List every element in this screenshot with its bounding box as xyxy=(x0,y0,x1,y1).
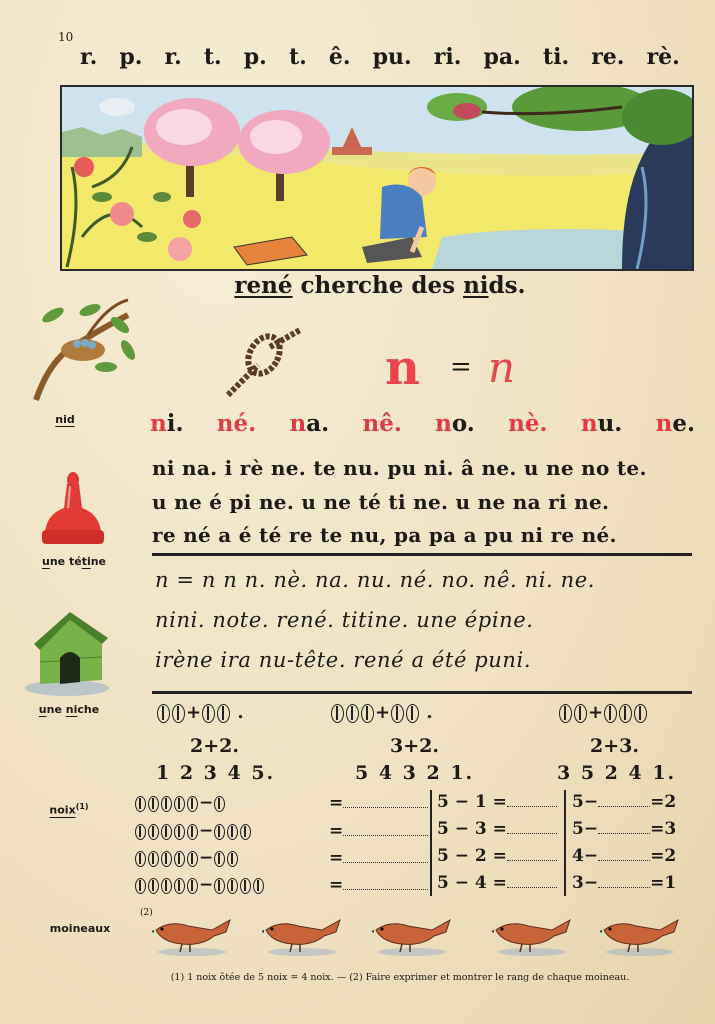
walnut-icon xyxy=(346,704,359,723)
syllable: p. xyxy=(119,44,143,70)
syllable-vowel: u. xyxy=(597,410,623,437)
syllable-consonant: n xyxy=(655,410,673,437)
syllable-row xyxy=(150,410,695,437)
nest-icon xyxy=(28,295,140,409)
addition-expression: 3+2. xyxy=(390,735,439,757)
nut-subtraction-row xyxy=(134,848,344,868)
walnut-icon xyxy=(331,704,344,723)
walnut-icon xyxy=(406,704,419,723)
minus-sign: − xyxy=(199,821,214,841)
answer-blank[interactable] xyxy=(329,821,428,841)
label-nid xyxy=(10,413,120,426)
exercise-text: 5− xyxy=(572,792,599,812)
walnut-icon xyxy=(604,704,617,723)
script-letter-n: n xyxy=(488,343,516,392)
subtraction-exercise xyxy=(437,792,557,812)
label-text: ne xyxy=(49,555,66,568)
syllable xyxy=(435,410,475,437)
missing-number-exercise xyxy=(572,846,676,866)
caption-part: re xyxy=(234,272,262,299)
walnut-icon xyxy=(227,824,238,840)
exercise-text: 4− xyxy=(572,846,599,866)
nut-group-addition: + . xyxy=(156,702,244,723)
walnut-icon xyxy=(240,824,251,840)
walnut-icon xyxy=(161,796,172,812)
exercise-text: 5 − 3 = xyxy=(437,819,507,839)
walnut-icon xyxy=(161,824,172,840)
walnut-icon xyxy=(187,851,198,867)
reading-line: ni na. i rè ne. te nu. pu ni. â ne. u ne no te. xyxy=(152,456,647,480)
syllable-consonant: n xyxy=(216,410,234,437)
syllable-consonant: n xyxy=(580,410,598,437)
exercise-text: 5 − 1 = xyxy=(437,792,507,812)
missing-number-exercise xyxy=(572,792,676,812)
syllable: ê. xyxy=(328,44,351,70)
caption-part: ds. xyxy=(488,272,526,299)
minus-sign: − xyxy=(199,793,214,813)
dotted-blank[interactable] xyxy=(507,887,557,888)
caption-part: né xyxy=(261,272,293,299)
cursive-line: n = n n n. nè. na. nu. né. no. nê. ni. ne. xyxy=(155,568,596,592)
walnut-icon xyxy=(619,704,632,723)
exercise-result: =1 xyxy=(650,873,677,893)
subtraction-exercise xyxy=(437,819,557,839)
dotted-blank[interactable] xyxy=(343,862,428,863)
nut-group-addition: + xyxy=(558,702,648,723)
walnut-icon xyxy=(227,878,238,894)
exercise-result: =2 xyxy=(650,792,677,812)
syllable: pa. xyxy=(483,44,521,70)
walnut-icon xyxy=(214,796,225,812)
syllable-consonant: n xyxy=(362,410,380,437)
answer-blank[interactable] xyxy=(329,875,428,895)
walnut-icon xyxy=(214,824,225,840)
label-une-tetine xyxy=(19,555,129,568)
doghouse-icon xyxy=(22,606,118,702)
walnut-icon xyxy=(161,851,172,867)
answer-blank[interactable] xyxy=(329,793,428,813)
separator-dot: . xyxy=(237,702,244,723)
label-text: nid xyxy=(55,413,75,426)
walnut-icon xyxy=(161,878,172,894)
footnote-ref: (1) xyxy=(75,802,89,811)
addition-expression: 2+2. xyxy=(190,735,239,757)
footnote: (1) 1 noix ôtée de 5 noix = 4 noix. — (2) Faire exprimer et montrer le rang de chaque moineau. xyxy=(170,972,630,983)
reading-line: u ne é pi ne. u ne té ti ne. u ne na ri ne. xyxy=(152,490,610,514)
addition-expression: 2+3. xyxy=(590,735,639,757)
label-text: té xyxy=(65,555,82,568)
syllable xyxy=(508,410,547,437)
subtraction-exercise xyxy=(437,846,557,866)
walnut-icon xyxy=(174,851,185,867)
walnut-icon xyxy=(214,851,225,867)
walnut-icon xyxy=(135,878,146,894)
syllable-vowel: é. xyxy=(233,410,257,437)
label-text: ti xyxy=(81,555,91,568)
dotted-blank[interactable] xyxy=(343,835,428,836)
dotted-blank[interactable] xyxy=(507,833,557,834)
syllable-vowel: ê. xyxy=(379,410,402,437)
label-moineaux xyxy=(25,922,135,935)
walnut-icon xyxy=(135,796,146,812)
syllable: p. xyxy=(243,44,267,70)
answer-blank[interactable] xyxy=(329,848,428,868)
syllable-consonant: n xyxy=(435,410,452,437)
syllable: rè. xyxy=(646,44,680,70)
walnut-icon xyxy=(634,704,647,723)
walnut-icon xyxy=(361,704,374,723)
sparrow-icon xyxy=(152,914,234,962)
syllable: re. xyxy=(591,44,625,70)
print-letter-n: n xyxy=(385,340,420,396)
label-text: ne xyxy=(90,555,107,568)
dotted-blank[interactable] xyxy=(507,860,557,861)
page-number: 10 xyxy=(58,30,74,44)
walnut-icon xyxy=(253,878,264,894)
nut-group-addition: + . xyxy=(330,702,433,723)
walnut-icon xyxy=(202,704,215,723)
cursive-line: nini. note. rené. titine. une épine. xyxy=(155,608,534,632)
illustration-boy-searching-nests xyxy=(60,85,694,271)
syllable xyxy=(362,410,401,437)
label-text: che xyxy=(77,703,100,716)
column-divider xyxy=(430,790,432,896)
label-text: noix xyxy=(49,803,76,817)
syllable: ri. xyxy=(433,44,462,70)
walnut-icon xyxy=(148,796,159,812)
knot-icon xyxy=(222,325,304,404)
subtraction-exercise xyxy=(437,873,557,893)
section-divider xyxy=(152,691,692,694)
walnut-icon xyxy=(227,851,238,867)
label-noix xyxy=(14,802,124,817)
nut-subtraction-row xyxy=(134,875,344,895)
reading-line: re né a é té re te nu, pa pa a pu ni re né. xyxy=(152,523,617,547)
syllable-consonant: n xyxy=(150,410,167,437)
cursive-line: irène ira nu-tête. rené a été puni. xyxy=(155,648,532,672)
syllable: pu. xyxy=(372,44,412,70)
dotted-blank[interactable] xyxy=(507,806,557,807)
syllable-consonant: n xyxy=(508,410,525,437)
dotted-blank[interactable] xyxy=(598,860,650,861)
syllable: t. xyxy=(203,44,222,70)
syllable-consonant: n xyxy=(289,410,307,437)
equals-sign: = xyxy=(329,848,344,868)
syllable: r. xyxy=(164,44,182,70)
syllable xyxy=(656,410,695,437)
footnote-ref: (2) xyxy=(140,908,153,918)
walnut-icon xyxy=(174,796,185,812)
label-text: u xyxy=(38,703,47,716)
walnut-icon xyxy=(559,704,572,723)
label-une-niche xyxy=(14,703,124,716)
number-sequence: 5 4 3 2 1. xyxy=(355,762,475,784)
syllable xyxy=(289,410,329,437)
walnut-icon xyxy=(174,824,185,840)
walnut-icon xyxy=(148,824,159,840)
syllable-vowel: o. xyxy=(451,410,475,437)
syllable xyxy=(581,410,622,437)
exercise-text: 5− xyxy=(572,819,599,839)
walnut-icon xyxy=(135,851,146,867)
walnut-icon xyxy=(187,796,198,812)
walnut-icon xyxy=(187,878,198,894)
label-text: ne xyxy=(46,703,62,716)
walnut-icon xyxy=(148,851,159,867)
syllable-vowel: i. xyxy=(166,410,184,437)
minus-sign: − xyxy=(199,848,214,868)
dotted-blank[interactable] xyxy=(343,889,428,890)
equals-sign: = xyxy=(329,821,344,841)
exercise-text: 5 − 2 = xyxy=(437,846,507,866)
column-divider xyxy=(564,790,566,896)
scene-drawing xyxy=(62,87,692,269)
walnut-icon xyxy=(217,704,230,723)
walnut-icon xyxy=(148,878,159,894)
minus-sign: − xyxy=(199,875,214,895)
missing-number-exercise xyxy=(572,873,676,893)
syllable xyxy=(150,410,183,437)
walnut-icon xyxy=(214,878,225,894)
syllable-vowel: a. xyxy=(306,410,330,437)
label-text: u xyxy=(41,555,50,568)
number-sequence: 1 2 3 4 5. xyxy=(156,762,276,784)
equals-sign: = xyxy=(329,875,344,895)
caption-part: cherche des xyxy=(292,272,464,299)
syllable xyxy=(217,410,256,437)
label-text: ni xyxy=(65,703,78,716)
number-sequence: 3 5 2 4 1. xyxy=(557,762,677,784)
equals-sign: = xyxy=(329,793,344,813)
syllable: t. xyxy=(288,44,307,70)
walnut-icon xyxy=(174,878,185,894)
sparrow-icon xyxy=(372,914,454,962)
syllable: r. xyxy=(80,44,98,70)
sparrow-icon xyxy=(262,914,344,962)
syllable-vowel: e. xyxy=(672,410,695,437)
caption-part: ni xyxy=(463,272,489,299)
separator-dot: . xyxy=(426,702,433,723)
walnut-icon xyxy=(240,878,251,894)
missing-number-exercise xyxy=(572,819,676,839)
nut-subtraction-row xyxy=(134,793,344,813)
exercise-text: 3− xyxy=(572,873,599,893)
exercise-result: =2 xyxy=(650,846,677,866)
walnut-icon xyxy=(391,704,404,723)
syllable-vowel: è. xyxy=(524,410,548,437)
exercise-text: 5 − 4 = xyxy=(437,873,507,893)
dotted-blank[interactable] xyxy=(598,887,650,888)
walnut-icon xyxy=(135,824,146,840)
equals-sign: = xyxy=(450,352,472,382)
exercise-result: =3 xyxy=(650,819,677,839)
label-text: moineaux xyxy=(49,922,111,935)
walnut-icon xyxy=(187,824,198,840)
walnut-icon xyxy=(172,704,185,723)
nut-subtraction-row xyxy=(134,821,344,841)
dotted-blank[interactable] xyxy=(343,807,428,808)
syllable: ti. xyxy=(542,44,570,70)
walnut-icon xyxy=(157,704,170,723)
walnut-icon xyxy=(574,704,587,723)
teat-icon xyxy=(42,470,104,552)
sparrow-icon xyxy=(492,914,574,962)
dotted-blank[interactable] xyxy=(598,806,650,807)
top-syllable-row xyxy=(80,44,680,70)
sparrow-icon xyxy=(600,914,682,962)
section-divider xyxy=(152,553,692,556)
dotted-blank[interactable] xyxy=(598,833,650,834)
